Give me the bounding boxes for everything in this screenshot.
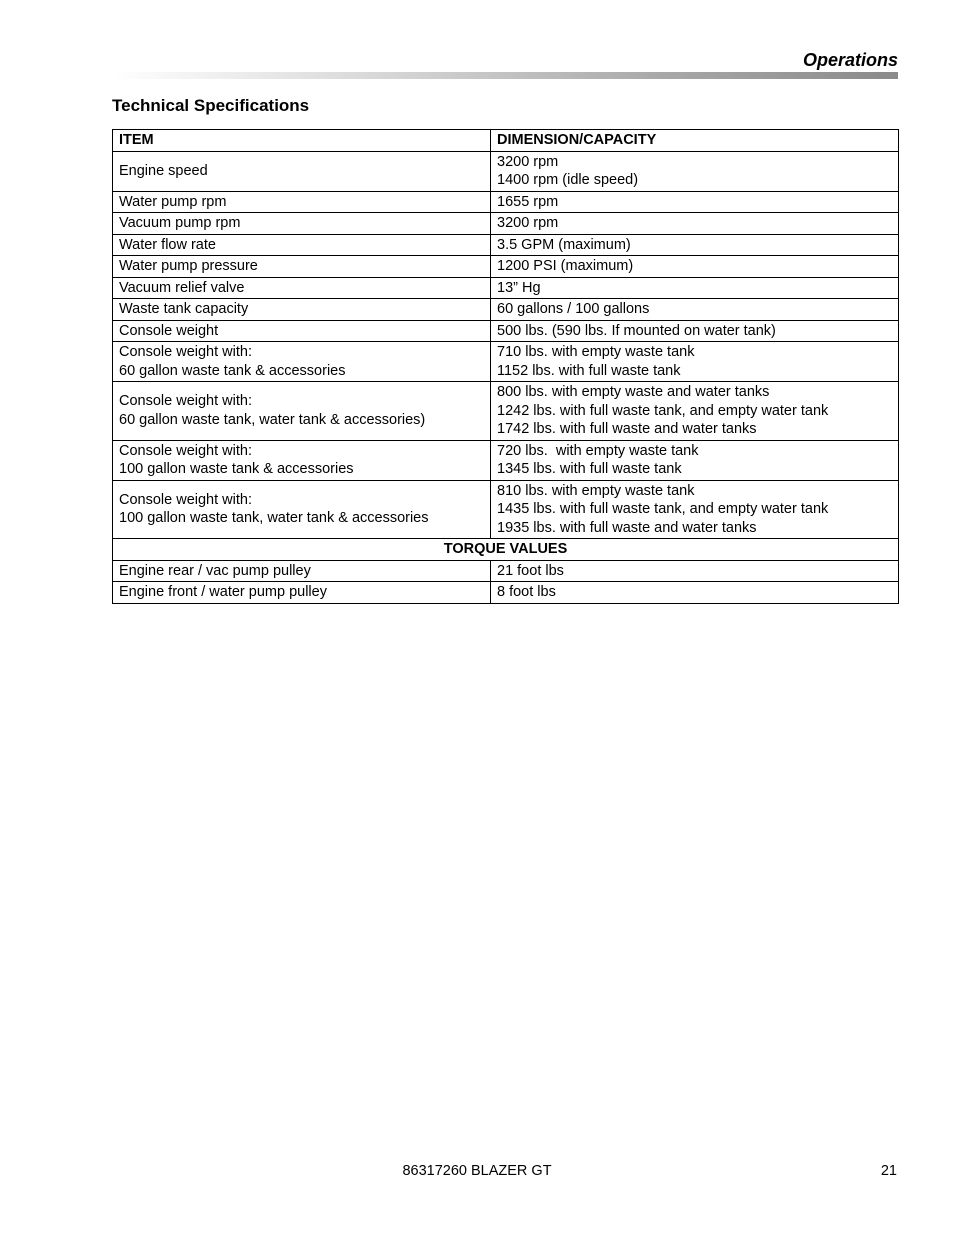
value-cell (491, 582, 899, 604)
value-text: 1345 lbs. with full waste tank (497, 461, 682, 477)
item-text: Water flow rate (119, 236, 216, 253)
table-row (113, 440, 899, 480)
item-text: Vacuum pump rpm (119, 215, 241, 231)
value-cell (491, 342, 899, 382)
value-text: 1742 lbs. with full waste and water tanks (497, 421, 757, 437)
item-text: 60 gallon waste tank, water tank & accessories) (119, 411, 426, 428)
table-row (113, 299, 899, 321)
value-text: 1935 lbs. with full waste and water tanks (497, 519, 757, 536)
item-cell (113, 234, 491, 256)
item-text: Waste tank capacity (119, 301, 249, 317)
item-cell (113, 440, 491, 480)
item-cell (113, 299, 491, 321)
value-cell (491, 320, 899, 342)
value-text: 500 lbs. (590 lbs. If mounted on water tank) (497, 322, 776, 339)
value-text: 710 lbs. with empty waste tank (497, 344, 695, 360)
value-text: 1200 PSI (maximum) (497, 258, 634, 274)
value-text: 1242 lbs. with full waste tank, and empty water tank (497, 402, 829, 419)
value-cell (491, 440, 899, 480)
item-text: Console weight with: (119, 442, 252, 459)
table-row (113, 151, 899, 191)
value-text: 1435 lbs. with full waste tank, and empty water tank (497, 501, 829, 517)
column-header-dimension: DIMENSION/CAPACITY (491, 130, 899, 152)
item-cell (113, 151, 491, 191)
item-text: Water pump rpm (119, 193, 227, 210)
table-row (113, 256, 899, 278)
value-text: 720 lbs. with empty waste tank (497, 442, 699, 459)
value-text: 60 gallons / 100 gallons (497, 301, 650, 317)
item-cell (113, 582, 491, 604)
item-text: Water pump pressure (119, 258, 258, 274)
section-title: Operations (802, 50, 898, 70)
specifications-body (113, 151, 899, 603)
item-text: 60 gallon waste tank & accessories (119, 362, 346, 379)
item-cell (113, 256, 491, 278)
value-text: 1152 lbs. with full waste tank (497, 362, 681, 379)
value-text: 13” Hg (497, 279, 541, 296)
table-row (113, 191, 899, 213)
value-cell (491, 480, 899, 539)
table-row (113, 382, 899, 441)
item-cell (113, 213, 491, 235)
value-text: 1655 rpm (497, 193, 559, 210)
value-text: 21 foot lbs (497, 562, 564, 579)
torque-values-heading: TORQUE VALUES (113, 539, 899, 561)
item-text: Console weight with: (119, 393, 252, 410)
value-cell (491, 560, 899, 582)
item-cell (113, 560, 491, 582)
table-row (113, 342, 899, 382)
table-row (113, 560, 899, 582)
item-text: Console weight (119, 322, 219, 339)
item-text: Engine speed (119, 162, 208, 179)
value-cell (491, 151, 899, 191)
value-cell (491, 277, 899, 299)
item-cell (113, 342, 491, 382)
torque-values-heading-row (113, 539, 899, 561)
table-header-row (113, 130, 899, 152)
value-text: 3200 rpm (497, 215, 559, 231)
value-text: 8 foot lbs (497, 584, 556, 600)
item-cell (113, 191, 491, 213)
page-heading: Technical Specifications (112, 96, 310, 115)
header-gradient-rule (112, 72, 898, 79)
item-text: Engine front / water pump pulley (119, 584, 327, 600)
value-text: 3.5 GPM (maximum) (497, 236, 631, 253)
table-row (113, 320, 899, 342)
value-cell (491, 382, 899, 441)
footer-doc-id: 86317260 BLAZER GT (402, 1163, 552, 1179)
table-row (113, 277, 899, 299)
item-cell (113, 382, 491, 441)
table-row (113, 234, 899, 256)
value-text: 800 lbs. with empty waste and water tanks (497, 384, 770, 400)
item-text: 100 gallon waste tank & accessories (119, 461, 354, 477)
value-cell (491, 191, 899, 213)
table-row (113, 480, 899, 539)
item-text: Vacuum relief valve (119, 279, 245, 296)
value-cell (491, 213, 899, 235)
value-text: 1400 rpm (idle speed) (497, 172, 639, 188)
footer-page-number: 21 (880, 1163, 897, 1179)
value-text: 810 lbs. with empty waste tank (497, 482, 695, 499)
specifications-table (112, 129, 899, 604)
value-text: 3200 rpm (497, 153, 559, 170)
item-text: 100 gallon waste tank, water tank & accessories (119, 510, 429, 527)
value-cell (491, 234, 899, 256)
value-cell (491, 299, 899, 321)
item-cell (113, 480, 491, 539)
item-text: Engine rear / vac pump pulley (119, 562, 311, 579)
item-text: Console weight with: (119, 344, 252, 360)
table-row (113, 582, 899, 604)
column-header-item: ITEM (113, 130, 491, 152)
item-cell (113, 277, 491, 299)
item-text: Console weight with: (119, 491, 252, 508)
item-cell (113, 320, 491, 342)
table-row (113, 213, 899, 235)
value-cell (491, 256, 899, 278)
